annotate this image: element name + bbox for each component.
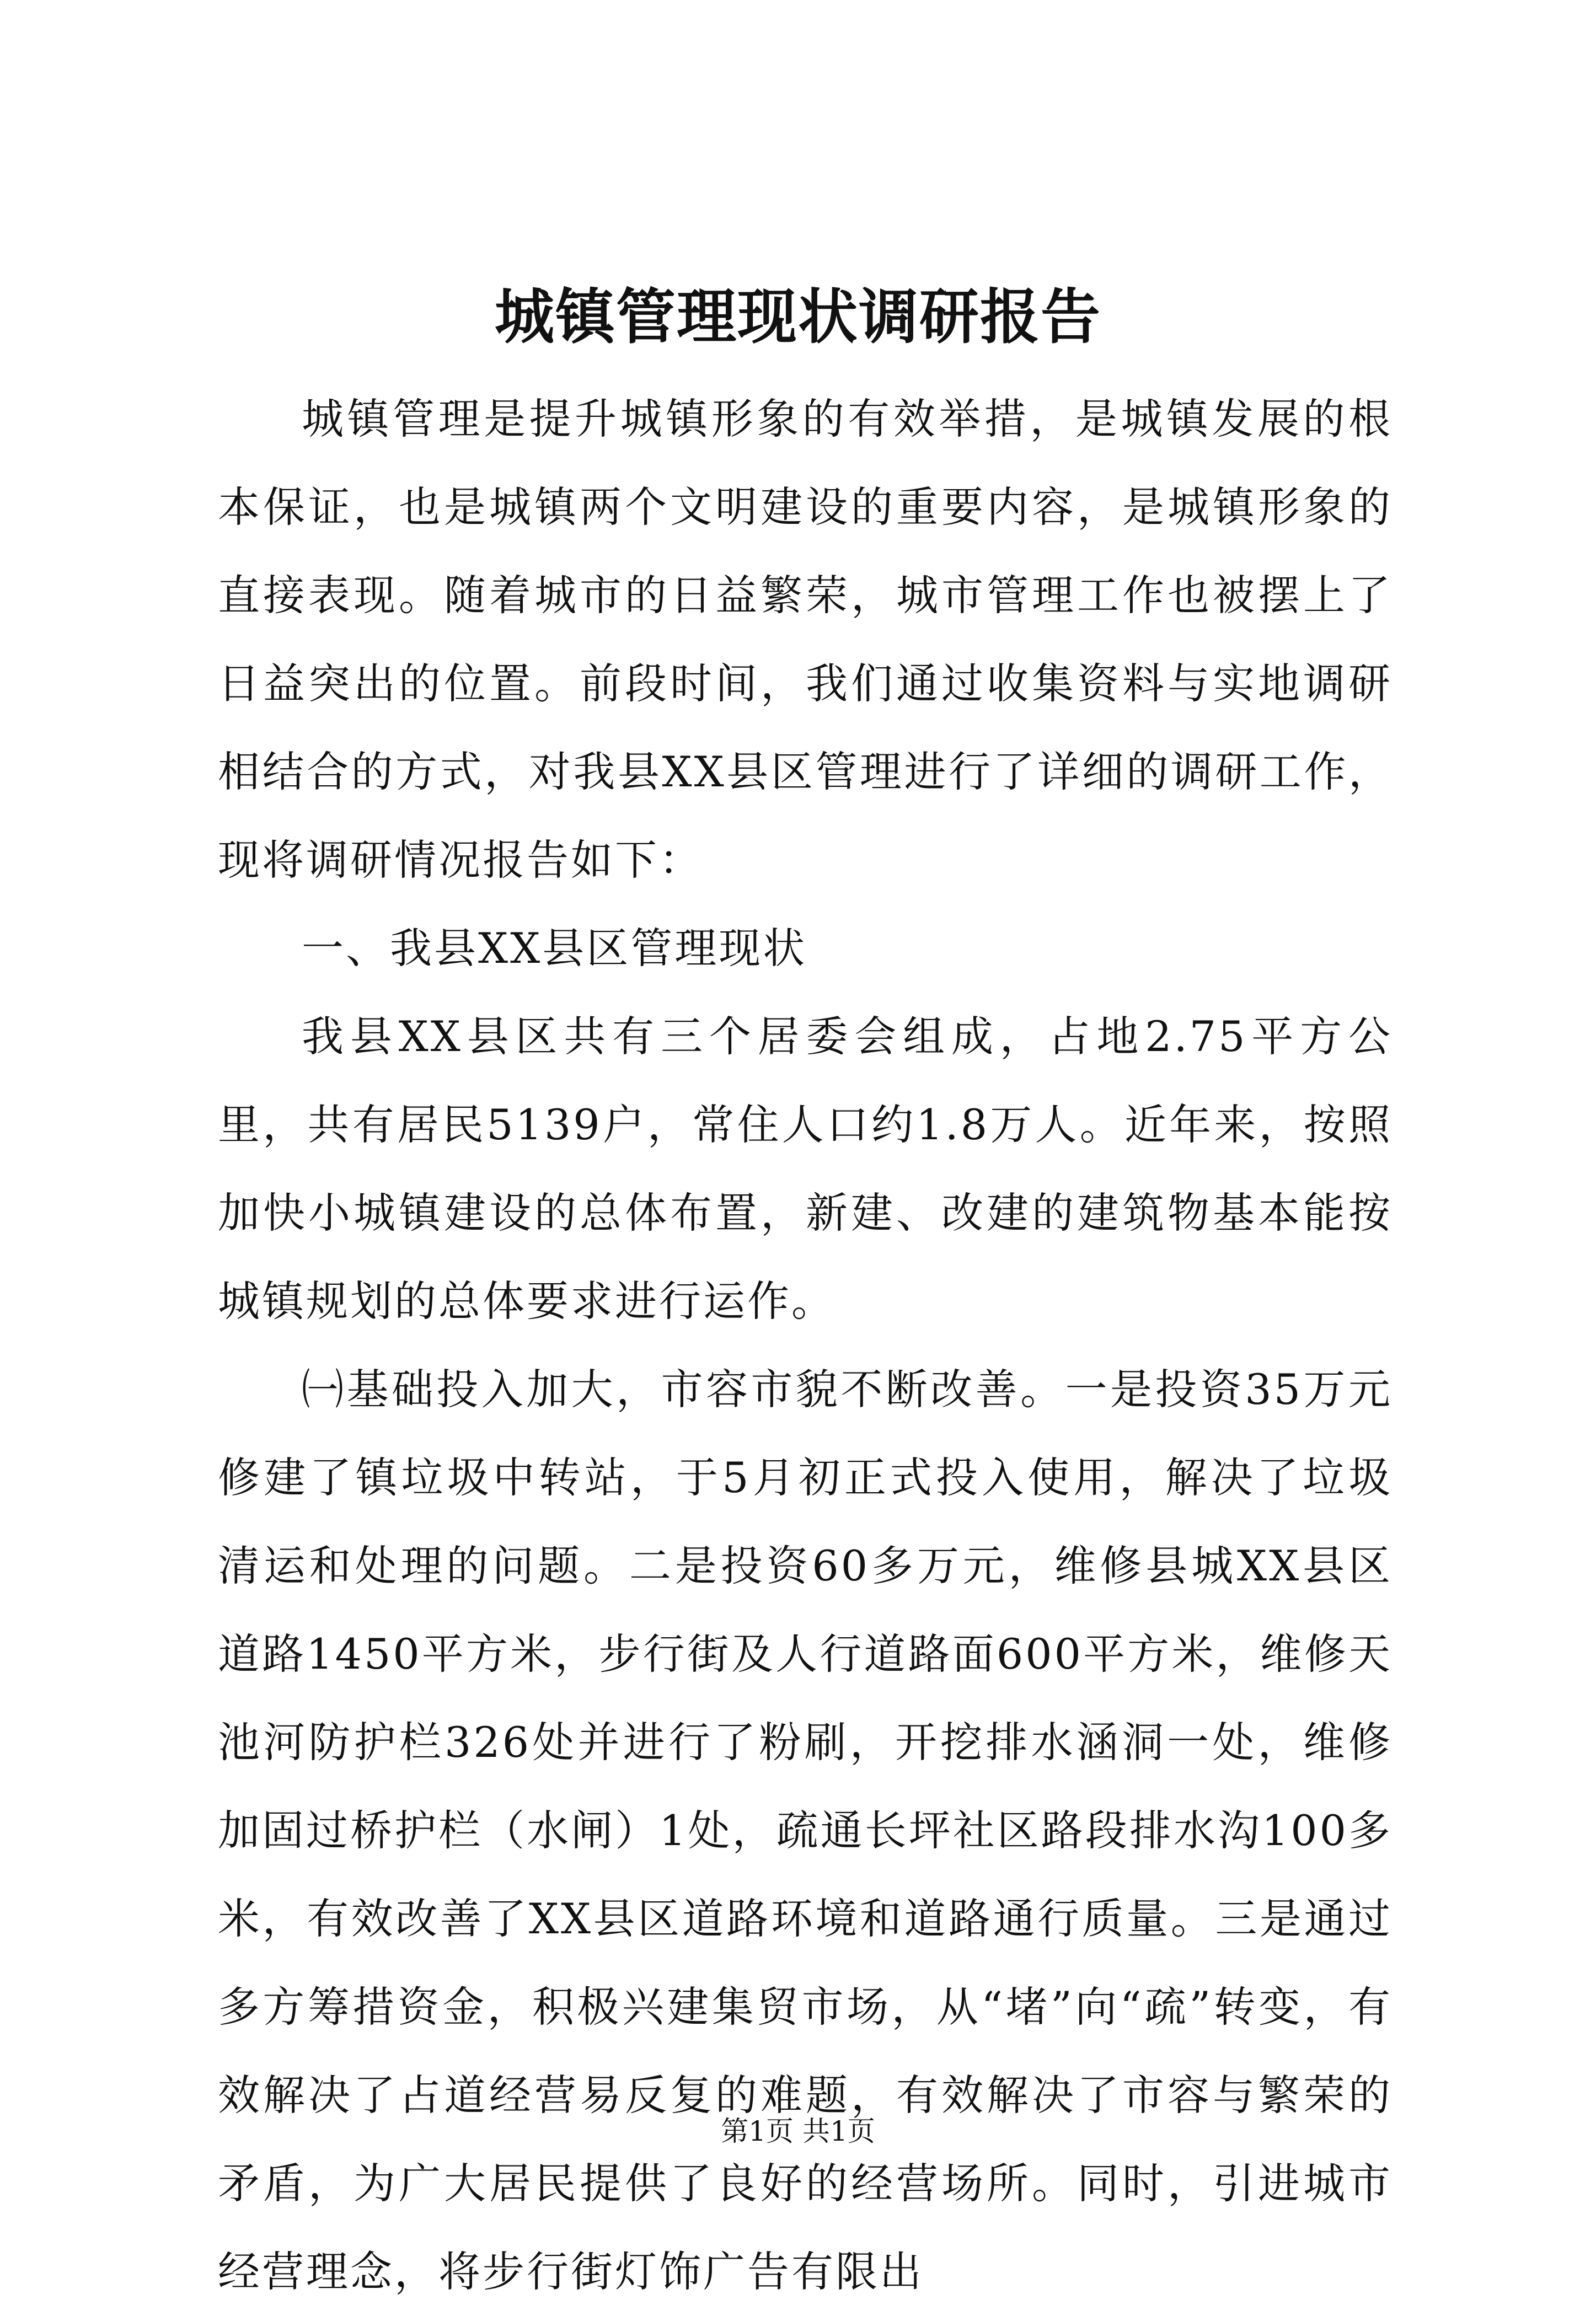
- document-title: 城镇管理现状调研报告: [494, 282, 1101, 352]
- paragraph-infrastructure: ㈠基础投入加大，市容市貌不断改善。一是投资35万元修建了镇垃圾中转站，于5月初正式投入使用，解决了垃圾清运和处理的问题。二是投资60多万元，维修县城XX县区道路1450平方米，步行街及人行道路面600平方米，维修天池河防护栏326处并进行了粉刷，开挖排水涵洞一处，维修加固过桥护栏（水闸）1处，疏通长坪社区路段排水沟100多米，有效改善了XX县区道路环境和道路通行质量。三是通过多方筹措资金，积极兴建集贸市场，从“堵”向“疏”转变，有效解决了占道经营易反复的难题，有效解决了市容与繁荣的矛盾，为广大居民提供了良好的经营场所。同时，引进城市经营理念，将步行街灯饰广告有限出: [218, 1365, 1393, 2296]
- section-heading-1: 一、我县XX县区管理现状: [302, 924, 807, 973]
- paragraph-intro: 城镇管理是提升城镇形象的有效举措，是城镇发展的根本保证，也是城镇两个文明建设的重要内容，是城镇形象的直接表现。随着城市的日益繁荣，城市管理工作也被摆上了日益突出的位置。前段时间，我们通过收集资料与实地调研相结合的方式，对我县XX县区管理进行了详细的调研工作，现将调研情况报告如下：: [218, 394, 1393, 884]
- page-footer: 第1页 共1页: [721, 2115, 875, 2147]
- paragraph-overview: 我县XX县区共有三个居委会组成，占地2.75平方公里，共有居民5139户，常住人口约1.8万人。近年来，按照加快小城镇建设的总体布置，新建、改建的建筑物基本能按城镇规划的总体要求进行运作。: [218, 1012, 1393, 1326]
- document-body: [218, 375, 1393, 2316]
